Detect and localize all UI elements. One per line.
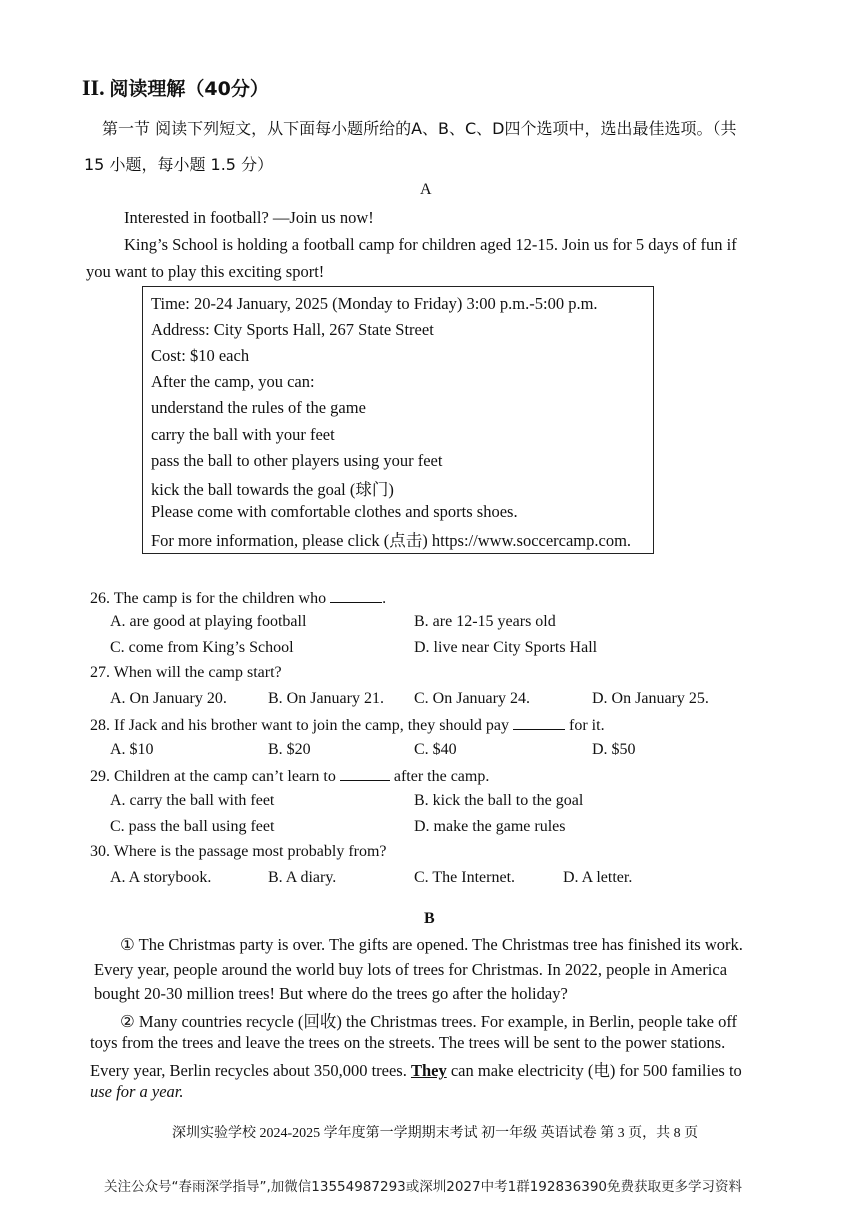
passage-b-p2-line-3-start: Every year, Berlin recycles about 350,000 trees. [90, 1061, 411, 1080]
question-27-option-c: C. On January 24. [414, 690, 530, 707]
passage-b-p1-line-2: Every year, people around the world buy lots of trees for Christmas. In 2022, people in America [94, 960, 728, 979]
section-roman-numeral: II. [82, 75, 105, 100]
question-26-text-end: . [382, 590, 387, 607]
question-29-stem [90, 766, 489, 786]
question-28-option-d: D. $50 [592, 741, 636, 758]
question-28-text: 28. If Jack and his brother want to join the camp, they should pay [90, 717, 514, 734]
question-30-option-a: A. A storybook. [110, 869, 212, 886]
question-30-option-d: D. A letter. [563, 869, 633, 886]
instruction-line-2: 15 小题，每小题 1.5 分） [84, 155, 274, 174]
box-line-kick: kick the ball towards the goal (球门) [151, 480, 394, 499]
question-26-text: 26. The camp is for the children who [90, 590, 331, 607]
answer-blank [513, 715, 565, 730]
question-27-option-a: A. On January 20. [110, 690, 227, 707]
page-footer: 深圳实验学校 2024-2025 学年度第一学期期末考试 初一年级 英语试卷 第 3 页，共 8 页 [172, 1126, 699, 1141]
passage-a-intro-line-2: you want to play this exciting sport! [86, 262, 325, 281]
box-line-time: Time: 20-24 January, 2025 (Monday to Friday) 3:00 p.m.-5:00 p.m. [151, 294, 598, 313]
passage-b-p1-line-1: ① The Christmas party is over. The gifts are opened. The Christmas tree has finished its work. [120, 935, 743, 954]
promo-notice: 关注公众号“春雨深学指导”,加微信13554987293或深圳2027中考1群192836390免费获取更多学习资料 [104, 1179, 743, 1195]
question-29-option-c: C. pass the ball using feet [110, 818, 275, 835]
question-29-option-a: A. carry the ball with feet [110, 792, 275, 809]
question-26-option-a: A. are good at playing football [110, 613, 307, 630]
question-28-option-a: A. $10 [110, 741, 154, 758]
question-26-option-c: C. come from King’s School [110, 639, 294, 656]
passage-b-p2-line-3-end: can make electricity (电) for 500 families to [446, 1061, 742, 1080]
question-30-stem: 30. Where is the passage most probably from? [90, 843, 387, 860]
instruction-line-1: 第一节 阅读下列短文，从下面每小题所给的A、B、C、D四个选项中，选出最佳选项。（共 [102, 119, 737, 138]
box-line-after-camp: After the camp, you can: [151, 372, 315, 391]
section-title [82, 74, 269, 101]
section-title-text: 阅读理解（40分） [109, 78, 269, 100]
box-line-rules: understand the rules of the game [151, 398, 366, 417]
question-29-option-b: B. kick the ball to the goal [414, 792, 584, 809]
question-27-option-d: D. On January 25. [592, 690, 709, 707]
question-30-option-b: B. A diary. [268, 869, 337, 886]
camp-info-box [142, 286, 654, 554]
box-line-pass: pass the ball to other players using your feet [151, 451, 443, 470]
passage-b-p2-line-3 [90, 1057, 742, 1081]
question-28-option-b: B. $20 [268, 741, 311, 758]
question-29-text: 29. Children at the camp can’t learn to [90, 768, 340, 785]
passage-b-label: B [424, 910, 435, 927]
passage-a-intro-line-1: King’s School is holding a football camp for children aged 12-15. Join us for 5 days of fun if [124, 235, 737, 254]
passage-b-p2-line-1: ② Many countries recycle (回收) the Christmas trees. For example, in Berlin, people take off [120, 1012, 738, 1031]
question-26-option-b: B. are 12-15 years old [414, 613, 556, 630]
question-28-option-c: C. $40 [414, 741, 457, 758]
box-line-clothes: Please come with comfortable clothes and sports shoes. [151, 502, 518, 521]
question-26-stem [90, 588, 386, 608]
box-line-address: Address: City Sports Hall, 267 State Street [151, 320, 434, 339]
question-29-text-end: after the camp. [389, 768, 490, 785]
question-26-option-d: D. live near City Sports Hall [414, 639, 598, 656]
underlined-word-they: They [410, 1061, 447, 1080]
passage-b-p2-line-4: use for a year. [90, 1082, 184, 1101]
answer-blank [330, 588, 382, 603]
passage-a-label: A [420, 181, 432, 198]
box-line-info: For more information, please click (点击) https://www.soccercamp.com. [151, 531, 632, 550]
question-28-text-end: for it. [565, 717, 605, 734]
question-30-option-c: C. The Internet. [414, 869, 516, 886]
question-27-option-b: B. On January 21. [268, 690, 384, 707]
passage-b-p2-line-2: toys from the trees and leave the trees on the streets. The trees will be sent to the power stations. [90, 1033, 726, 1052]
passage-b-p1-line-3: bought 20-30 million trees! But where do the trees go after the holiday? [94, 984, 568, 1003]
passage-a-heading: Interested in football? —Join us now! [124, 208, 374, 227]
question-28-stem [90, 715, 605, 735]
box-line-cost: Cost: $10 each [151, 346, 250, 365]
question-29-option-d: D. make the game rules [414, 818, 566, 835]
answer-blank [340, 766, 390, 781]
question-27-stem: 27. When will the camp start? [90, 664, 282, 681]
box-line-carry: carry the ball with your feet [151, 425, 335, 444]
